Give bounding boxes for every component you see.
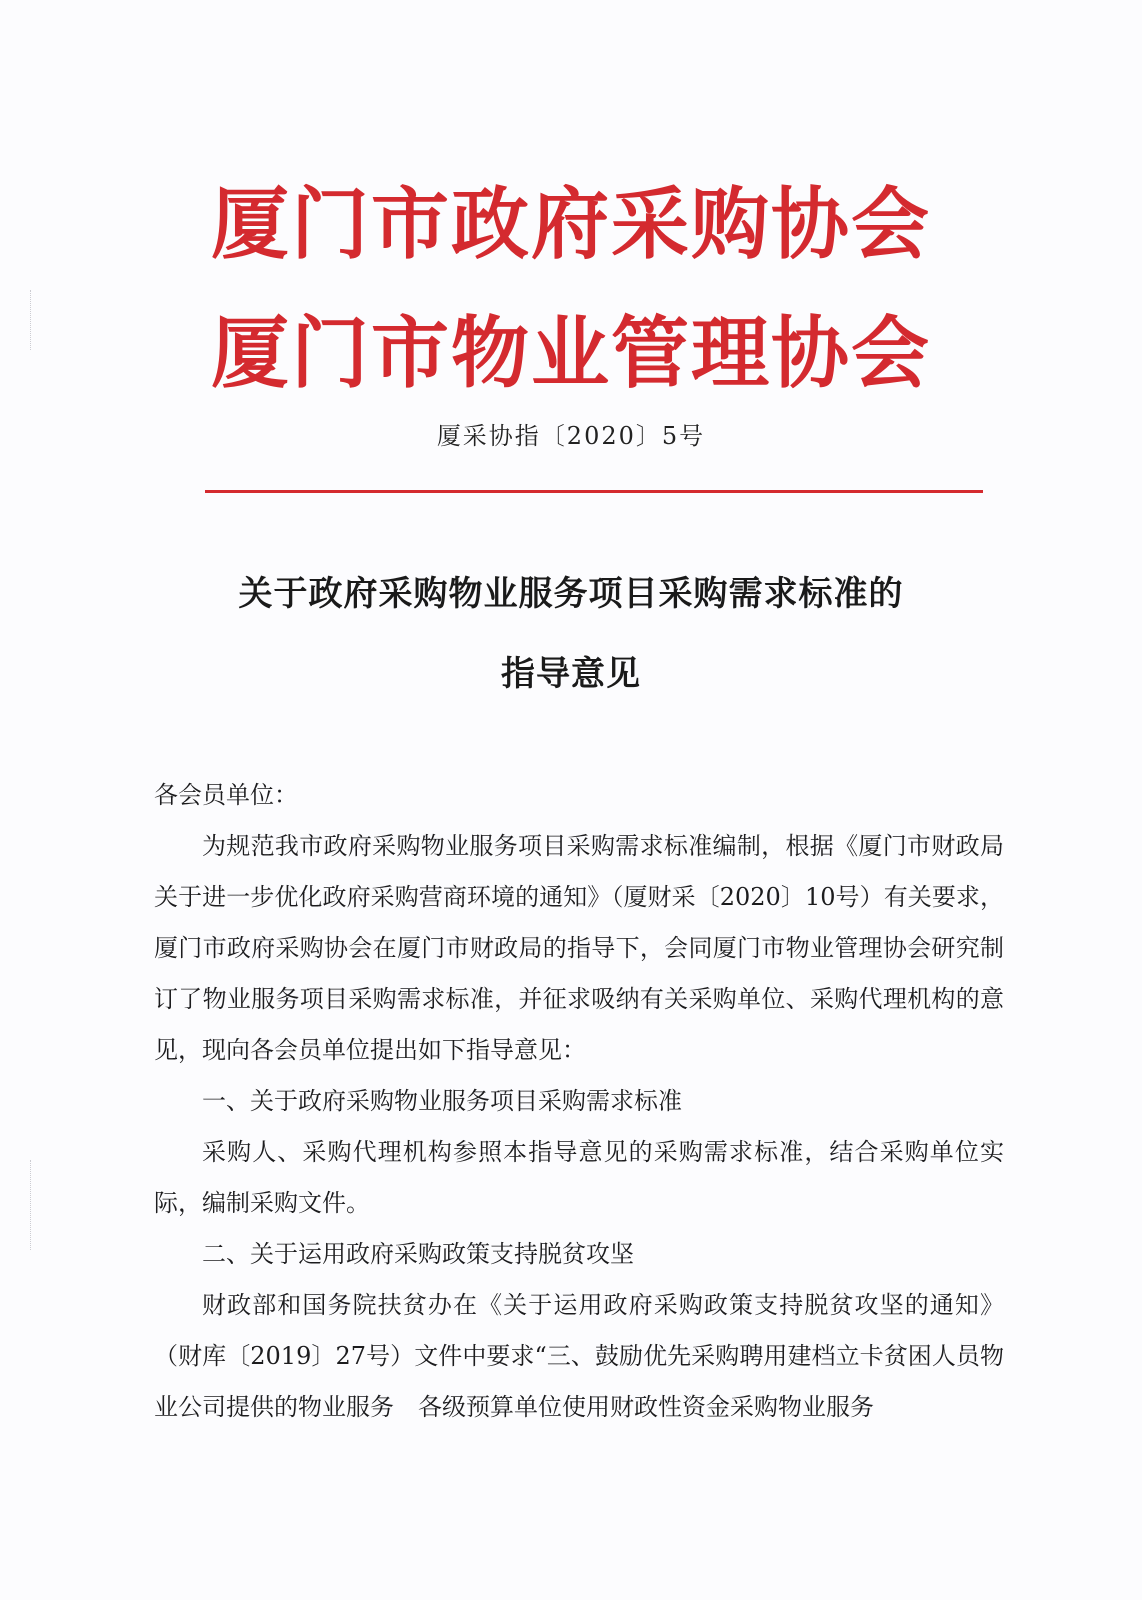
section-heading-1: 一、关于政府采购物业服务项目采购需求标准 (202, 1087, 682, 1115)
document-title-line-1: 关于政府采购物业服务项目采购需求标准的 (238, 574, 904, 614)
salutation: 各会员单位： (154, 781, 298, 809)
document-body (154, 770, 1004, 1433)
paragraph-section-2: 财政部和国务院扶贫办在《关于运用政府采购政策支持脱贫攻坚的通知》（财库〔2019〕27号）文件中要求“三、鼓励优先采购聘用建档立卡贫困人员物业公司提供的物业服务 各级预算单位使用财政性资金采购物业服务 (154, 1291, 1004, 1421)
red-divider (205, 490, 983, 493)
paragraph-intro: 为规范我市政府采购物业服务项目采购需求标准编制，根据《厦门市财政局关于进一步优化政府采购营商环境的通知》（厦财采〔2020〕10号）有关要求，厦门市政府采购协会在厦门市财政局的指导下，会同厦门市物业管理协会研究制订了物业服务项目采购需求标准，并征求吸纳有关采购单位、采购代理机构的意见，现向各会员单位提出如下指导意见： (154, 832, 1004, 1064)
issuer-name-1: 厦门市政府采购协会 (210, 179, 931, 270)
issuer-name-2: 厦门市物业管理协会 (210, 308, 931, 399)
document-title-line-2: 指导意见 (501, 654, 641, 694)
paragraph-section-1: 采购人、采购代理机构参照本指导意见的采购需求标准，结合采购单位实际，编制采购文件。 (154, 1138, 1004, 1217)
document-number: 厦采协指〔2020〕5号 (436, 422, 706, 450)
section-heading-2: 二、关于运用政府采购政策支持脱贫攻坚 (202, 1240, 634, 1268)
scan-artifact (30, 1160, 43, 1250)
